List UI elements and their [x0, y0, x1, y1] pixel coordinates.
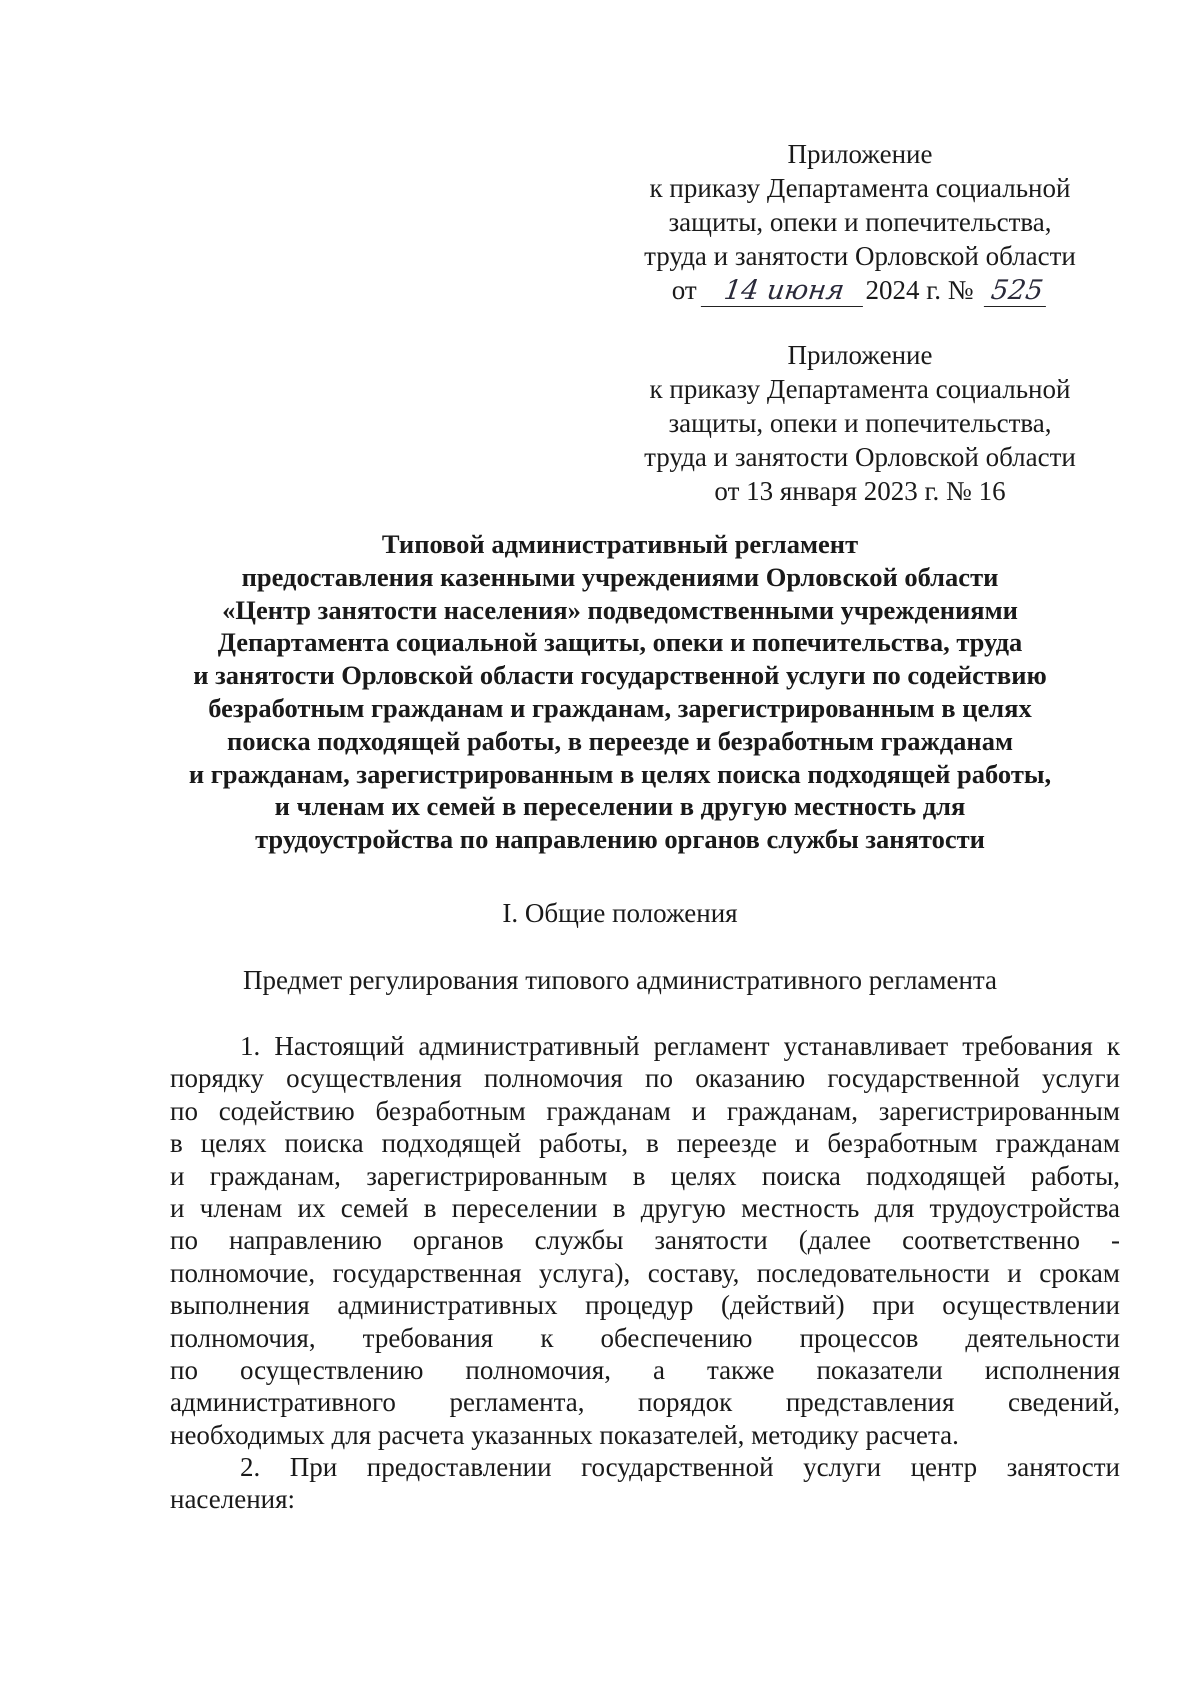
year-text: 2024 г. №: [865, 275, 974, 305]
appendix-line: труда и занятости Орловской области: [644, 241, 1076, 271]
title-line: поиска подходящей работы, в переезде и безработным гражданам: [227, 725, 1013, 756]
paragraph-line: и гражданам, зарегистрированным в целях поиска подходящей работы,: [170, 1160, 1120, 1191]
paragraph-line: выполнения административных процедур (действий) при осуществлении: [170, 1290, 1120, 1321]
paragraph-line: административного регламента, порядок представления сведений,: [170, 1387, 1120, 1418]
title-line: предоставления казенными учреждениями Орловской области: [241, 561, 999, 592]
document-title: [140, 528, 1100, 856]
title-line: и гражданам, зарегистрированным в целях поиска подходящей работы,: [188, 758, 1052, 789]
appendix-block-previous: [600, 338, 1120, 508]
paragraph-line: порядку осуществления полномочия по оказанию государственной услуги: [170, 1063, 1120, 1094]
paragraph-line: необходимых для расчета указанных показателей, методику расчета.: [170, 1419, 959, 1450]
appendix-label: Приложение: [787, 139, 933, 169]
handwritten-date: 14 июня: [701, 276, 867, 307]
title-line: Типовой административный регламент: [381, 529, 859, 559]
title-line: и занятости Орловской области государственной услуги по содействию: [193, 660, 1047, 691]
appendix-block-current: [600, 137, 1120, 307]
paragraph-line: полномочие, государственная услуга), составу, последовательности и срокам: [170, 1257, 1120, 1288]
paragraph-line: 1. Настоящий административный регламент устанавливает требования к: [240, 1031, 1120, 1061]
section-heading: I. Общие положения: [502, 898, 738, 928]
appendix-line: к приказу Департамента социальной: [649, 374, 1071, 404]
paragraph-line: 2. При предоставлении государственной услуги центр занятости: [240, 1452, 1120, 1483]
paragraph-line: полномочия, требования к обеспечению процессов деятельности: [170, 1322, 1120, 1353]
appendix-date-line: [600, 273, 1120, 307]
title-line: и членам их семей в переселении в другую местность для: [274, 791, 966, 822]
paragraph-line: в целях поиска подходящей работы, в переезде и безработным гражданам: [170, 1128, 1120, 1159]
paragraph-line: по содействию безработным гражданам и гражданам, зарегистрированным: [170, 1095, 1120, 1126]
title-line: «Центр занятости населения» подведомственными учреждениями: [222, 594, 1018, 625]
title-line: трудоустройства по направлению органов службы занятости: [255, 824, 985, 855]
handwritten-number: 525: [984, 276, 1050, 307]
appendix-line: труда и занятости Орловской области: [644, 442, 1076, 472]
appendix-line: защиты, опеки и попечительства,: [668, 207, 1052, 237]
paragraph-line: по осуществлению полномочия, а также показатели исполнения: [170, 1354, 1120, 1385]
appendix-label: Приложение: [787, 340, 933, 370]
body-text: [170, 1030, 1120, 1516]
appendix-line: защиты, опеки и попечительства,: [668, 408, 1052, 438]
subject-heading: Предмет регулирования типового административного регламента: [242, 965, 998, 995]
title-line: Департамента социальной защиты, опеки и попечительства, труда: [217, 627, 1023, 658]
paragraph-line: населения:: [170, 1484, 296, 1515]
appendix-line: к приказу Департамента социальной: [649, 173, 1071, 203]
from-prefix: от: [671, 275, 697, 305]
paragraph-line: по направлению органов службы занятости (далее соответственно -: [170, 1225, 1120, 1256]
appendix-date-line: от 13 января 2023 г. № 16: [714, 476, 1006, 506]
title-line: безработным гражданам и гражданам, зарегистрированным в целях: [208, 692, 1032, 723]
paragraph-line: и членам их семей в переселении в другую местность для трудоустройства: [170, 1192, 1120, 1223]
